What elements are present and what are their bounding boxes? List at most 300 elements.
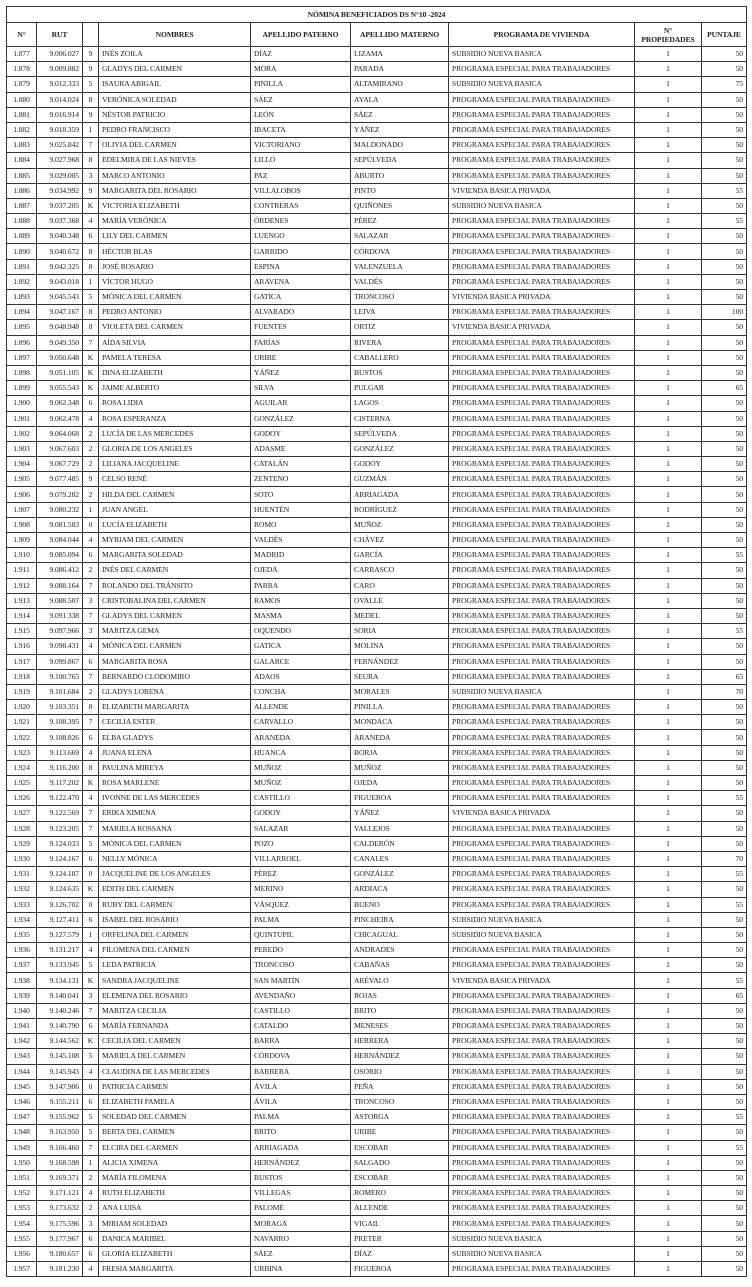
rut-dv: 7: [83, 335, 99, 350]
programa-vivienda: PROGRAMA ESPECIAL PARA TRABAJADORES: [449, 1155, 635, 1170]
puntaje: 50: [702, 745, 747, 760]
num-propiedades: 1: [635, 214, 702, 229]
apellido-materno: GUZMÁN: [351, 472, 449, 487]
rut-dv: K: [83, 350, 99, 365]
rut-dv: 0: [83, 1079, 99, 1094]
num-propiedades: 1: [635, 593, 702, 608]
rut-dv: 6: [83, 1094, 99, 1109]
table-row: [7, 365, 747, 380]
row-number: 1.931: [7, 867, 37, 882]
table-row: [7, 745, 747, 760]
apellido-paterno: PEREDO: [251, 943, 351, 958]
table-row: [7, 593, 747, 608]
rut-dv: 2: [83, 426, 99, 441]
num-propiedades: 1: [635, 1094, 702, 1109]
table-row: [7, 1186, 747, 1201]
num-propiedades: 1: [635, 897, 702, 912]
puntaje: 50: [702, 1019, 747, 1034]
rut: 9.062.348: [37, 396, 83, 411]
apellido-paterno: FUENTES: [251, 320, 351, 335]
rut: 9.101.684: [37, 684, 83, 699]
apellido-materno: PULGAR: [351, 381, 449, 396]
puntaje: 50: [702, 92, 747, 107]
rut: 9.117.202: [37, 776, 83, 791]
rut: 9.124.033: [37, 836, 83, 851]
programa-vivienda: PROGRAMA ESPECIAL PARA TRABAJADORES: [449, 548, 635, 563]
rut-dv: 7: [83, 1003, 99, 1018]
num-propiedades: 1: [635, 350, 702, 365]
apellido-materno: ORTIZ: [351, 320, 449, 335]
num-propiedades: 1: [635, 77, 702, 92]
row-number: 1.937: [7, 958, 37, 973]
rut-dv: 6: [83, 1019, 99, 1034]
num-propiedades: 1: [635, 502, 702, 517]
nombres: CECILIA ESTER: [99, 715, 251, 730]
apellido-paterno: LEÓN: [251, 107, 351, 122]
rut-dv: 0: [83, 517, 99, 532]
puntaje: 50: [702, 47, 747, 62]
rut: 9.155.962: [37, 1110, 83, 1125]
row-number: 1.878: [7, 62, 37, 77]
puntaje: 55: [702, 791, 747, 806]
row-number: 1.947: [7, 1110, 37, 1125]
apellido-paterno: AGUILAR: [251, 396, 351, 411]
table-row: [7, 441, 747, 456]
nombres: SOLEDAD DEL CARMEN: [99, 1110, 251, 1125]
nombres: RUTH ELIZABETH: [99, 1186, 251, 1201]
num-propiedades: 1: [635, 1216, 702, 1231]
num-propiedades: 1: [635, 1125, 702, 1140]
row-number: 1.909: [7, 533, 37, 548]
num-propiedades: 1: [635, 700, 702, 715]
programa-vivienda: PROGRAMA ESPECIAL PARA TRABAJADORES: [449, 1125, 635, 1140]
rut: 9.018.359: [37, 122, 83, 137]
rut-dv: 7: [83, 715, 99, 730]
programa-vivienda: VIVIENDA BASICA PRIVADA: [449, 973, 635, 988]
rut: 9.048.948: [37, 320, 83, 335]
apellido-materno: RIVERA: [351, 335, 449, 350]
nombres: PAULINA MIREYA: [99, 760, 251, 775]
puntaje: 50: [702, 229, 747, 244]
table-row: [7, 943, 747, 958]
rut-dv: 0: [83, 897, 99, 912]
rut-dv: 7: [83, 578, 99, 593]
nombres: JAIME ALBERTO: [99, 381, 251, 396]
programa-vivienda: SUBSIDIO NUEVA BASICA: [449, 1231, 635, 1246]
header-rut: RUT: [37, 23, 83, 47]
rut-dv: 5: [83, 1049, 99, 1064]
row-number: 1.932: [7, 882, 37, 897]
programa-vivienda: PROGRAMA ESPECIAL PARA TRABAJADORES: [449, 457, 635, 472]
row-number: 1.924: [7, 760, 37, 775]
apellido-paterno: GODOY: [251, 806, 351, 821]
row-number: 1.879: [7, 77, 37, 92]
table-row: [7, 700, 747, 715]
nombres: ROLANDO DEL TRÁNSITO: [99, 578, 251, 593]
row-number: 1.901: [7, 411, 37, 426]
rut: 9.037.368: [37, 214, 83, 229]
rut-dv: 2: [83, 1201, 99, 1216]
num-propiedades: 1: [635, 730, 702, 745]
programa-vivienda: PROGRAMA ESPECIAL PARA TRABAJADORES: [449, 350, 635, 365]
nombres: MARIELA DEL CARMEN: [99, 1049, 251, 1064]
row-number: 1.907: [7, 502, 37, 517]
puntaje: 50: [702, 290, 747, 305]
apellido-paterno: PARRA: [251, 578, 351, 593]
row-number: 1.888: [7, 214, 37, 229]
row-number: 1.925: [7, 776, 37, 791]
num-propiedades: 1: [635, 608, 702, 623]
rut: 9.051.105: [37, 365, 83, 380]
programa-vivienda: PROGRAMA ESPECIAL PARA TRABAJADORES: [449, 335, 635, 350]
nombres: CLAUDINA DE LAS MERCEDES: [99, 1064, 251, 1079]
rut: 9.064.068: [37, 426, 83, 441]
apellido-materno: ANDRADES: [351, 943, 449, 958]
table-row: [7, 153, 747, 168]
apellido-paterno: MUÑOZ: [251, 776, 351, 791]
rut-dv: 4: [83, 639, 99, 654]
rut: 9.103.351: [37, 700, 83, 715]
rut: 9.084.044: [37, 533, 83, 548]
apellido-materno: SALGADO: [351, 1155, 449, 1170]
row-number: 1.893: [7, 290, 37, 305]
row-number: 1.890: [7, 244, 37, 259]
rut-dv: 6: [83, 851, 99, 866]
programa-vivienda: PROGRAMA ESPECIAL PARA TRABAJADORES: [449, 365, 635, 380]
nombres: MÓNICA DEL CARMEN: [99, 836, 251, 851]
table-row: [7, 1064, 747, 1079]
num-propiedades: 1: [635, 122, 702, 137]
programa-vivienda: PROGRAMA ESPECIAL PARA TRABAJADORES: [449, 502, 635, 517]
rut: 9.029.005: [37, 168, 83, 183]
row-number: 1.930: [7, 851, 37, 866]
apellido-materno: ESCOBAR: [351, 1170, 449, 1185]
puntaje: 50: [702, 426, 747, 441]
puntaje: 50: [702, 821, 747, 836]
puntaje: 55: [702, 214, 747, 229]
table-row: [7, 867, 747, 882]
puntaje: 55: [702, 897, 747, 912]
nombres: GLADYS LORENA: [99, 684, 251, 699]
programa-vivienda: PROGRAMA ESPECIAL PARA TRABAJADORES: [449, 1034, 635, 1049]
programa-vivienda: PROGRAMA ESPECIAL PARA TRABAJADORES: [449, 654, 635, 669]
programa-vivienda: PROGRAMA ESPECIAL PARA TRABAJADORES: [449, 1064, 635, 1079]
apellido-paterno: MORAGA: [251, 1216, 351, 1231]
apellido-paterno: ZENTENO: [251, 472, 351, 487]
programa-vivienda: SUBSIDIO NUEVA BASICA: [449, 47, 635, 62]
apellido-paterno: PINILLA: [251, 77, 351, 92]
apellido-materno: PINILLA: [351, 700, 449, 715]
nombres: PEDRO FRANCISCO: [99, 122, 251, 137]
apellido-paterno: GARRIDO: [251, 244, 351, 259]
apellido-paterno: GATICA: [251, 290, 351, 305]
num-propiedades: 1: [635, 411, 702, 426]
rut: 9.155.211: [37, 1094, 83, 1109]
table-row: [7, 1034, 747, 1049]
puntaje: 50: [702, 138, 747, 153]
rut-dv: 9: [83, 62, 99, 77]
apellido-materno: TRONCOSO: [351, 1094, 449, 1109]
puntaje: 50: [702, 1186, 747, 1201]
num-propiedades: 1: [635, 365, 702, 380]
rut-dv: 8: [83, 320, 99, 335]
num-propiedades: 1: [635, 457, 702, 472]
rut: 9.169.371: [37, 1170, 83, 1185]
table-row: [7, 290, 747, 305]
rut: 9.144.562: [37, 1034, 83, 1049]
apellido-materno: CHÁVEZ: [351, 533, 449, 548]
rut: 9.049.350: [37, 335, 83, 350]
rut: 9.085.094: [37, 548, 83, 563]
programa-vivienda: PROGRAMA ESPECIAL PARA TRABAJADORES: [449, 1003, 635, 1018]
table-row: [7, 47, 747, 62]
row-number: 1.940: [7, 1003, 37, 1018]
num-propiedades: 1: [635, 715, 702, 730]
puntaje: 50: [702, 700, 747, 715]
programa-vivienda: PROGRAMA ESPECIAL PARA TRABAJADORES: [449, 107, 635, 122]
rut-dv: 5: [83, 77, 99, 92]
rut-dv: 6: [83, 730, 99, 745]
puntaje: 50: [702, 760, 747, 775]
puntaje: 50: [702, 1125, 747, 1140]
apellido-paterno: MASMA: [251, 608, 351, 623]
apellido-materno: CÓRDOVA: [351, 244, 449, 259]
apellido-paterno: BRITO: [251, 1125, 351, 1140]
table-row: [7, 1140, 747, 1155]
apellido-materno: AYALA: [351, 92, 449, 107]
apellido-materno: SORIA: [351, 624, 449, 639]
rut-dv: 5: [83, 1125, 99, 1140]
programa-vivienda: PROGRAMA ESPECIAL PARA TRABAJADORES: [449, 821, 635, 836]
programa-vivienda: SUBSIDIO NUEVA BASICA: [449, 684, 635, 699]
nombres: FRESIA MARGARITA: [99, 1262, 251, 1277]
nombres: ERIKA XIMENA: [99, 806, 251, 821]
apellido-materno: CISTERNA: [351, 411, 449, 426]
apellido-paterno: GALARCE: [251, 654, 351, 669]
programa-vivienda: PROGRAMA ESPECIAL PARA TRABAJADORES: [449, 1216, 635, 1231]
rut: 9.080.232: [37, 502, 83, 517]
table-row: [7, 639, 747, 654]
apellido-paterno: BUSTOS: [251, 1170, 351, 1185]
table-row: [7, 274, 747, 289]
rut: 9.131.217: [37, 943, 83, 958]
puntaje: 50: [702, 396, 747, 411]
row-number: 1.887: [7, 198, 37, 213]
programa-vivienda: PROGRAMA ESPECIAL PARA TRABAJADORES: [449, 214, 635, 229]
apellido-materno: GONZÁLEZ: [351, 867, 449, 882]
apellido-paterno: ALVARADO: [251, 305, 351, 320]
apellido-materno: CABALLERO: [351, 350, 449, 365]
programa-vivienda: SUBSIDIO NUEVA BASICA: [449, 927, 635, 942]
row-number: 1.938: [7, 973, 37, 988]
num-propiedades: 1: [635, 1246, 702, 1261]
nombres: LUCÍA DE LAS MERCEDES: [99, 426, 251, 441]
rut-dv: 2: [83, 457, 99, 472]
puntaje: 55: [702, 1110, 747, 1125]
puntaje: 50: [702, 517, 747, 532]
apellido-paterno: BARRERA: [251, 1064, 351, 1079]
puntaje: 50: [702, 563, 747, 578]
apellido-paterno: SILVA: [251, 381, 351, 396]
table-row: [7, 335, 747, 350]
num-propiedades: 1: [635, 563, 702, 578]
puntaje: 50: [702, 943, 747, 958]
rut: 9.027.968: [37, 153, 83, 168]
table-row: [7, 381, 747, 396]
table-row: [7, 305, 747, 320]
rut-dv: 4: [83, 214, 99, 229]
rut-dv: 6: [83, 654, 99, 669]
puntaje: 50: [702, 350, 747, 365]
programa-vivienda: PROGRAMA ESPECIAL PARA TRABAJADORES: [449, 1019, 635, 1034]
nombres: RUBY DEL CARMEN: [99, 897, 251, 912]
num-propiedades: 1: [635, 1231, 702, 1246]
puntaje: 50: [702, 411, 747, 426]
puntaje: 50: [702, 776, 747, 791]
apellido-materno: OJEDA: [351, 776, 449, 791]
programa-vivienda: PROGRAMA ESPECIAL PARA TRABAJADORES: [449, 153, 635, 168]
rut: 9.134.131: [37, 973, 83, 988]
programa-vivienda: PROGRAMA ESPECIAL PARA TRABAJADORES: [449, 760, 635, 775]
row-number: 1.883: [7, 138, 37, 153]
table-row: [7, 502, 747, 517]
nombres: PATRICIA CARMEN: [99, 1079, 251, 1094]
apellido-paterno: CONCHA: [251, 684, 351, 699]
apellido-materno: BRITO: [351, 1003, 449, 1018]
puntaje: 65: [702, 381, 747, 396]
nombres: ROSA MARLENE: [99, 776, 251, 791]
puntaje: 50: [702, 335, 747, 350]
apellido-paterno: VILLEGAS: [251, 1186, 351, 1201]
puntaje: 50: [702, 487, 747, 502]
puntaje: 100: [702, 305, 747, 320]
num-propiedades: 1: [635, 669, 702, 684]
rut: 9.037.205: [37, 198, 83, 213]
nombres: GLORIA DE LOS ANGELES: [99, 441, 251, 456]
apellido-paterno: VÁSQUEZ: [251, 897, 351, 912]
num-propiedades: 1: [635, 244, 702, 259]
num-propiedades: 1: [635, 229, 702, 244]
puntaje: 55: [702, 548, 747, 563]
programa-vivienda: PROGRAMA ESPECIAL PARA TRABAJADORES: [449, 426, 635, 441]
rut: 9.100.765: [37, 669, 83, 684]
nombres: LEDA PATRICIA: [99, 958, 251, 973]
apellido-materno: BUENO: [351, 897, 449, 912]
rut: 9.006.027: [37, 47, 83, 62]
row-number: 1.943: [7, 1049, 37, 1064]
programa-vivienda: PROGRAMA ESPECIAL PARA TRABAJADORES: [449, 882, 635, 897]
apellido-materno: PINTO: [351, 183, 449, 198]
rut: 9.097.966: [37, 624, 83, 639]
apellido-materno: MUÑOZ: [351, 760, 449, 775]
rut: 9.140.790: [37, 1019, 83, 1034]
rut-dv: 5: [83, 836, 99, 851]
puntaje: 50: [702, 1216, 747, 1231]
puntaje: 50: [702, 1201, 747, 1216]
row-number: 1.881: [7, 107, 37, 122]
num-propiedades: 1: [635, 335, 702, 350]
nombres: MARGARITA DEL ROSARIO: [99, 183, 251, 198]
apellido-paterno: GODOY: [251, 426, 351, 441]
apellido-paterno: ARANEDA: [251, 730, 351, 745]
table-row: [7, 138, 747, 153]
num-propiedades: 1: [635, 882, 702, 897]
apellido-paterno: CATALÁN: [251, 457, 351, 472]
programa-vivienda: PROGRAMA ESPECIAL PARA TRABAJADORES: [449, 958, 635, 973]
header-apellido-materno: APELLIDO MATERNO: [351, 23, 449, 47]
apellido-materno: SÁEZ: [351, 107, 449, 122]
table-row: [7, 730, 747, 745]
nombres: ROSA LIDIA: [99, 396, 251, 411]
apellido-paterno: CARVALLO: [251, 715, 351, 730]
num-propiedades: 1: [635, 533, 702, 548]
rut: 9.091.338: [37, 608, 83, 623]
table-row: [7, 897, 747, 912]
puntaje: 50: [702, 1064, 747, 1079]
programa-vivienda: PROGRAMA ESPECIAL PARA TRABAJADORES: [449, 730, 635, 745]
row-number: 1.882: [7, 122, 37, 137]
rut-dv: 3: [83, 593, 99, 608]
table-row: [7, 1155, 747, 1170]
apellido-paterno: RAMOS: [251, 593, 351, 608]
programa-vivienda: PROGRAMA ESPECIAL PARA TRABAJADORES: [449, 639, 635, 654]
row-number: 1.898: [7, 365, 37, 380]
row-number: 1.877: [7, 47, 37, 62]
rut-dv: K: [83, 776, 99, 791]
programa-vivienda: PROGRAMA ESPECIAL PARA TRABAJADORES: [449, 138, 635, 153]
apellido-materno: CARO: [351, 578, 449, 593]
nombres: ELEMENA DEL ROSARIO: [99, 988, 251, 1003]
rut-dv: K: [83, 198, 99, 213]
nombres: LUCÍA ELIZABETH: [99, 517, 251, 532]
num-propiedades: 1: [635, 684, 702, 699]
puntaje: 50: [702, 441, 747, 456]
nombres: GLORIA ELIZABETH: [99, 1246, 251, 1261]
num-propiedades: 1: [635, 441, 702, 456]
num-propiedades: 1: [635, 776, 702, 791]
rut: 9.067.603: [37, 441, 83, 456]
puntaje: 50: [702, 654, 747, 669]
rut: 9.040.672: [37, 244, 83, 259]
nombres: EDELMIRA DE LAS NIEVES: [99, 153, 251, 168]
row-number: 1.953: [7, 1201, 37, 1216]
nombres: GLADYS DEL CARMEN: [99, 62, 251, 77]
rut: 9.034.992: [37, 183, 83, 198]
puntaje: 50: [702, 806, 747, 821]
nombres: ELIZABETH PAMELA: [99, 1094, 251, 1109]
table-row: [7, 320, 747, 335]
row-number: 1.944: [7, 1064, 37, 1079]
rut-dv: 5: [83, 958, 99, 973]
rut: 9.127.579: [37, 927, 83, 942]
rut-dv: 4: [83, 943, 99, 958]
rut-dv: 1: [83, 274, 99, 289]
rut: 9.145.943: [37, 1064, 83, 1079]
nombres: INÉS DEL CARMEN: [99, 563, 251, 578]
header-programa: PROGRAMA DE VIVIENDA: [449, 23, 635, 47]
num-propiedades: 1: [635, 62, 702, 77]
nombres: ELBA GLADYS: [99, 730, 251, 745]
table-row: [7, 517, 747, 532]
programa-vivienda: PROGRAMA ESPECIAL PARA TRABAJADORES: [449, 897, 635, 912]
table-row: [7, 836, 747, 851]
row-number: 1.880: [7, 92, 37, 107]
rut: 9.062.478: [37, 411, 83, 426]
nombres: VÍCTOR HUGO: [99, 274, 251, 289]
table-row: [7, 1170, 747, 1185]
num-propiedades: 1: [635, 153, 702, 168]
table-row: [7, 214, 747, 229]
